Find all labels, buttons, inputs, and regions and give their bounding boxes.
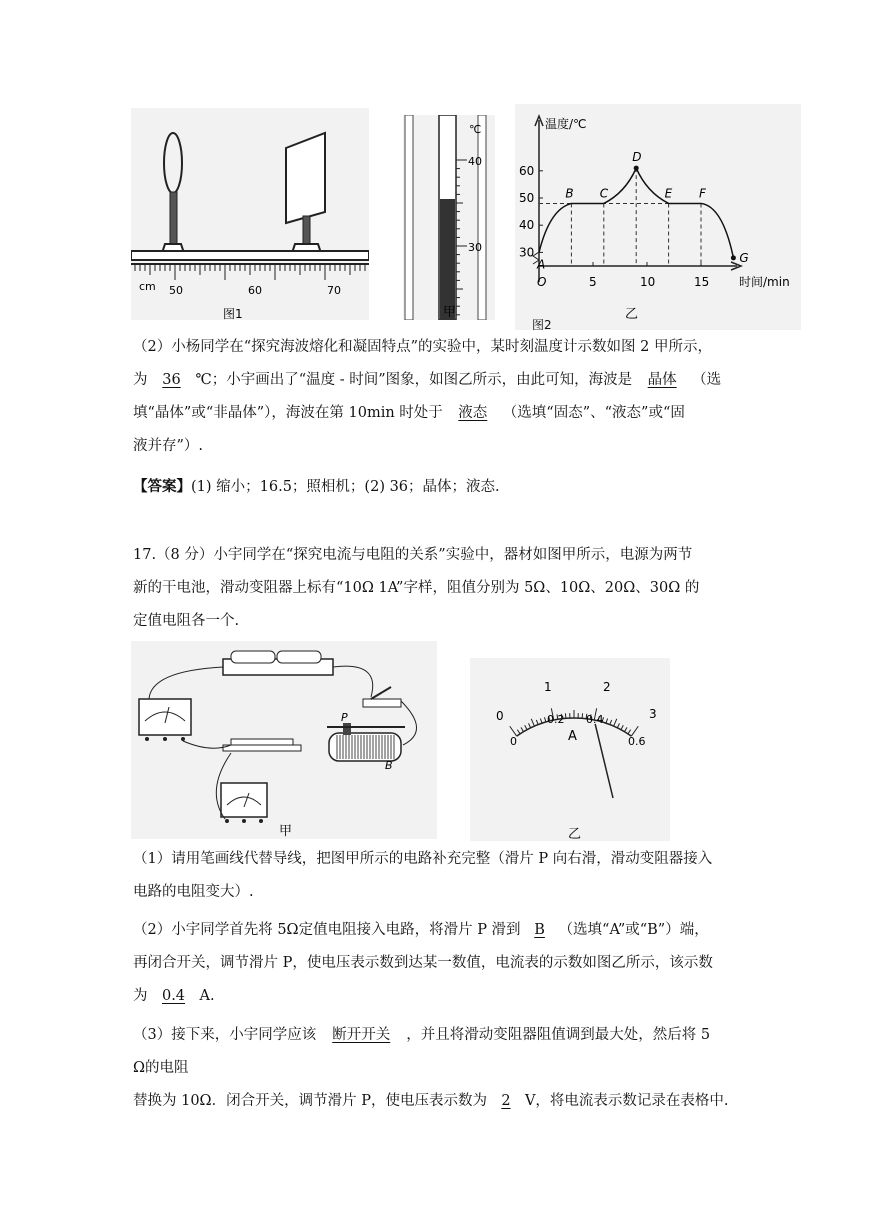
ammeter-tick xyxy=(521,727,524,731)
temperature-time-graph xyxy=(515,104,801,330)
answer-16-text: (1) 缩小；16.5；照相机；(2) 36；晶体；液态. xyxy=(191,479,500,495)
graph-y-tick-label: 60 xyxy=(519,163,535,178)
ammeter-tick xyxy=(621,725,623,729)
answer-voltage-blank: 2 xyxy=(501,1093,511,1109)
lens-post xyxy=(170,192,177,244)
answer-substance-type-blank: 晶体 xyxy=(647,372,677,388)
screen-shape xyxy=(286,133,325,223)
thermometer-tick-label: 30 xyxy=(468,241,482,254)
wire xyxy=(333,666,373,697)
graph-point-label: F xyxy=(699,186,706,201)
ammeter-tick xyxy=(517,730,520,734)
figure2-graph xyxy=(515,104,801,330)
q17-line1: 17.（8 分）小宇同学在“探究电流与电阻的关系”实验中，器材如图甲所示，电源为两节 xyxy=(133,547,693,563)
ruler-unit: cm xyxy=(139,280,156,293)
ammeter-outer-label: 2 xyxy=(603,680,611,694)
q16-2-line1: （2）小杨同学在“探究海波熔化和凝固特点”的实验中，某时刻温度计示数如图 2 甲所示， xyxy=(133,339,712,355)
question-16-2 xyxy=(133,331,743,463)
question-17-2 xyxy=(133,914,743,1013)
figure3-ammeter xyxy=(470,658,670,841)
graph-x-tick-label: 10 xyxy=(640,275,656,289)
answer-slider-end-blank: B xyxy=(534,922,545,938)
ammeter-scale-drawing xyxy=(470,658,670,841)
ammeter-outer-label: 0 xyxy=(496,709,504,723)
q16-2-line3: 填“晶体”或“非晶体”），海波在第 10min 时处于 液态 （选填“固态”、“液态”或“固 xyxy=(133,397,743,430)
ammeter-needle xyxy=(595,724,613,798)
q16-2-line2: 为 36 ℃；小宇画出了“温度 - 时间”图象，如图乙所示，由此可知，海波是 晶体 （选 xyxy=(133,364,743,397)
graph-point-label: B xyxy=(565,186,574,201)
ammeter-tick xyxy=(529,723,531,728)
battery-cell xyxy=(277,651,321,663)
graph-y-tick-label: 30 xyxy=(519,245,535,260)
screen-post xyxy=(303,216,310,244)
graph-point-label: D xyxy=(632,150,642,165)
ammeter-tick xyxy=(544,717,545,722)
ruler-tick-label: 60 xyxy=(248,284,262,297)
graph-point-label: A xyxy=(537,257,546,272)
graph-y-tick-label: 40 xyxy=(519,218,535,233)
graph-marks xyxy=(519,150,749,289)
ammeter-tick xyxy=(536,720,538,725)
q17-2-line1: （2）小宇同学首先将 5Ω定值电阻接入电路，将滑片 P 滑到 B （选填“A”或“B”）端， xyxy=(133,914,743,947)
q17-1-line1: （1）请用笔画线代替导线，把图甲所示的电路补充完整（滑片 P 向右滑，滑动变阻器接入 xyxy=(133,851,713,867)
question-17-1 xyxy=(133,843,743,909)
rheostat-slider xyxy=(343,723,351,735)
ammeter-outer-label: 1 xyxy=(544,680,552,694)
wire xyxy=(149,667,223,699)
ruler-ticks xyxy=(135,264,365,280)
thermometer-drawing xyxy=(403,115,495,320)
graph-caption: 乙 xyxy=(625,307,639,322)
ammeter-device xyxy=(139,699,191,735)
ammeter-inner-label: 0.6 xyxy=(628,735,646,748)
thermometer-caption: 甲 xyxy=(443,305,457,320)
switch xyxy=(363,699,401,707)
wire xyxy=(401,701,417,745)
ammeter-tick xyxy=(625,727,628,731)
ammeter-inner-label: 0.2 xyxy=(547,713,565,726)
answer-temperature-blank: 36 xyxy=(162,372,181,388)
figure1-caption: 图1 xyxy=(223,307,243,320)
graph-x-tick-label: 5 xyxy=(589,275,597,289)
rheostat-label-b: B xyxy=(385,759,393,772)
optical-bench-drawing xyxy=(131,108,369,320)
graph-x-tick-label: 15 xyxy=(694,275,710,289)
ammeter-tick xyxy=(531,719,534,726)
graph-point-label: E xyxy=(664,186,673,201)
bench-rail xyxy=(131,251,369,260)
q17-2-line3: 为 0.4 A. xyxy=(133,980,743,1013)
answer-tag: 【答案】 xyxy=(133,478,191,495)
q17-line3: 定值电阻各一个. xyxy=(133,613,240,629)
q17-3-line2: Ω的电阻 xyxy=(133,1060,189,1076)
ammeter-tick xyxy=(614,719,617,726)
ammeter-inner-label: 0.4 xyxy=(586,713,604,726)
figure2-caption: 图2 xyxy=(532,318,552,332)
rheostat-label-p: P xyxy=(341,711,348,724)
figure2-thermometer xyxy=(403,115,495,320)
thermometer-unit: ℃ xyxy=(469,123,482,136)
question-17-stem xyxy=(133,539,743,638)
ammeter-tick xyxy=(606,719,608,724)
figure3b-caption: 乙 xyxy=(568,827,582,841)
ammeter-tick xyxy=(610,720,612,725)
figure1-optical-bench xyxy=(131,108,369,320)
graph-y-tick-label: 50 xyxy=(519,191,535,205)
answer-16 xyxy=(133,475,500,496)
answer-state-blank: 液态 xyxy=(458,405,488,421)
q17-line2: 新的干电池，滑动变阻器上标有“10Ω 1A”字样，阻值分别为 5Ω、10Ω、20Ω、30Ω 的 xyxy=(133,580,700,596)
ruler-tick-label: 70 xyxy=(327,284,341,297)
q17-1-line2: 电路的电阻变大）. xyxy=(133,884,254,900)
ammeter-unit: A xyxy=(568,729,577,744)
answer-current-blank: 0.4 xyxy=(161,988,186,1004)
thermometer-liquid xyxy=(440,199,455,320)
graph-origin: O xyxy=(537,275,547,289)
q17-3-line1: （3）接下来，小宇同学应该 断开开关 ，并且将滑动变阻器阻值调到最大处，然后将 5 xyxy=(133,1019,743,1052)
ammeter-tick xyxy=(628,730,631,734)
ammeter-tick xyxy=(540,719,542,724)
question-17-3 xyxy=(133,1019,743,1118)
answer-action-blank: 断开开关 xyxy=(332,1027,391,1043)
graph-point-label: C xyxy=(599,186,609,201)
ruler-tick-label: 50 xyxy=(169,284,183,297)
graph-ylabel: 温度/℃ xyxy=(545,117,587,131)
graph-point-label: G xyxy=(739,250,749,265)
battery-cell xyxy=(231,651,275,663)
lens-shape xyxy=(164,133,182,193)
ammeter-inner-label: 0 xyxy=(510,735,517,748)
thermometer-ticks xyxy=(456,160,467,320)
ammeter-outer-label: 3 xyxy=(649,707,657,721)
figure3-circuit xyxy=(131,641,437,839)
circuit-drawing xyxy=(131,641,437,839)
graph-xlabel: 时间/min xyxy=(739,275,790,289)
graph-point xyxy=(634,166,639,171)
graph-point xyxy=(731,255,736,260)
q17-2-line2: 再闭合开关，调节滑片 P，使电压表示数到达某一数值，电流表的示数如图乙所示，该示数 xyxy=(133,955,713,971)
q16-2-line4: 液并存”）. xyxy=(133,438,204,454)
ammeter-tick xyxy=(617,723,619,728)
q17-3-line3: 替换为 10Ω．闭合开关，调节滑片 P，使电压表示数为 2 V，将电流表示数记录在表格中. xyxy=(133,1085,743,1118)
figure3a-caption: 甲 xyxy=(279,824,293,839)
ammeter-tick xyxy=(525,725,527,729)
thermometer-tick-label: 40 xyxy=(468,155,482,168)
voltmeter-device xyxy=(221,783,267,817)
